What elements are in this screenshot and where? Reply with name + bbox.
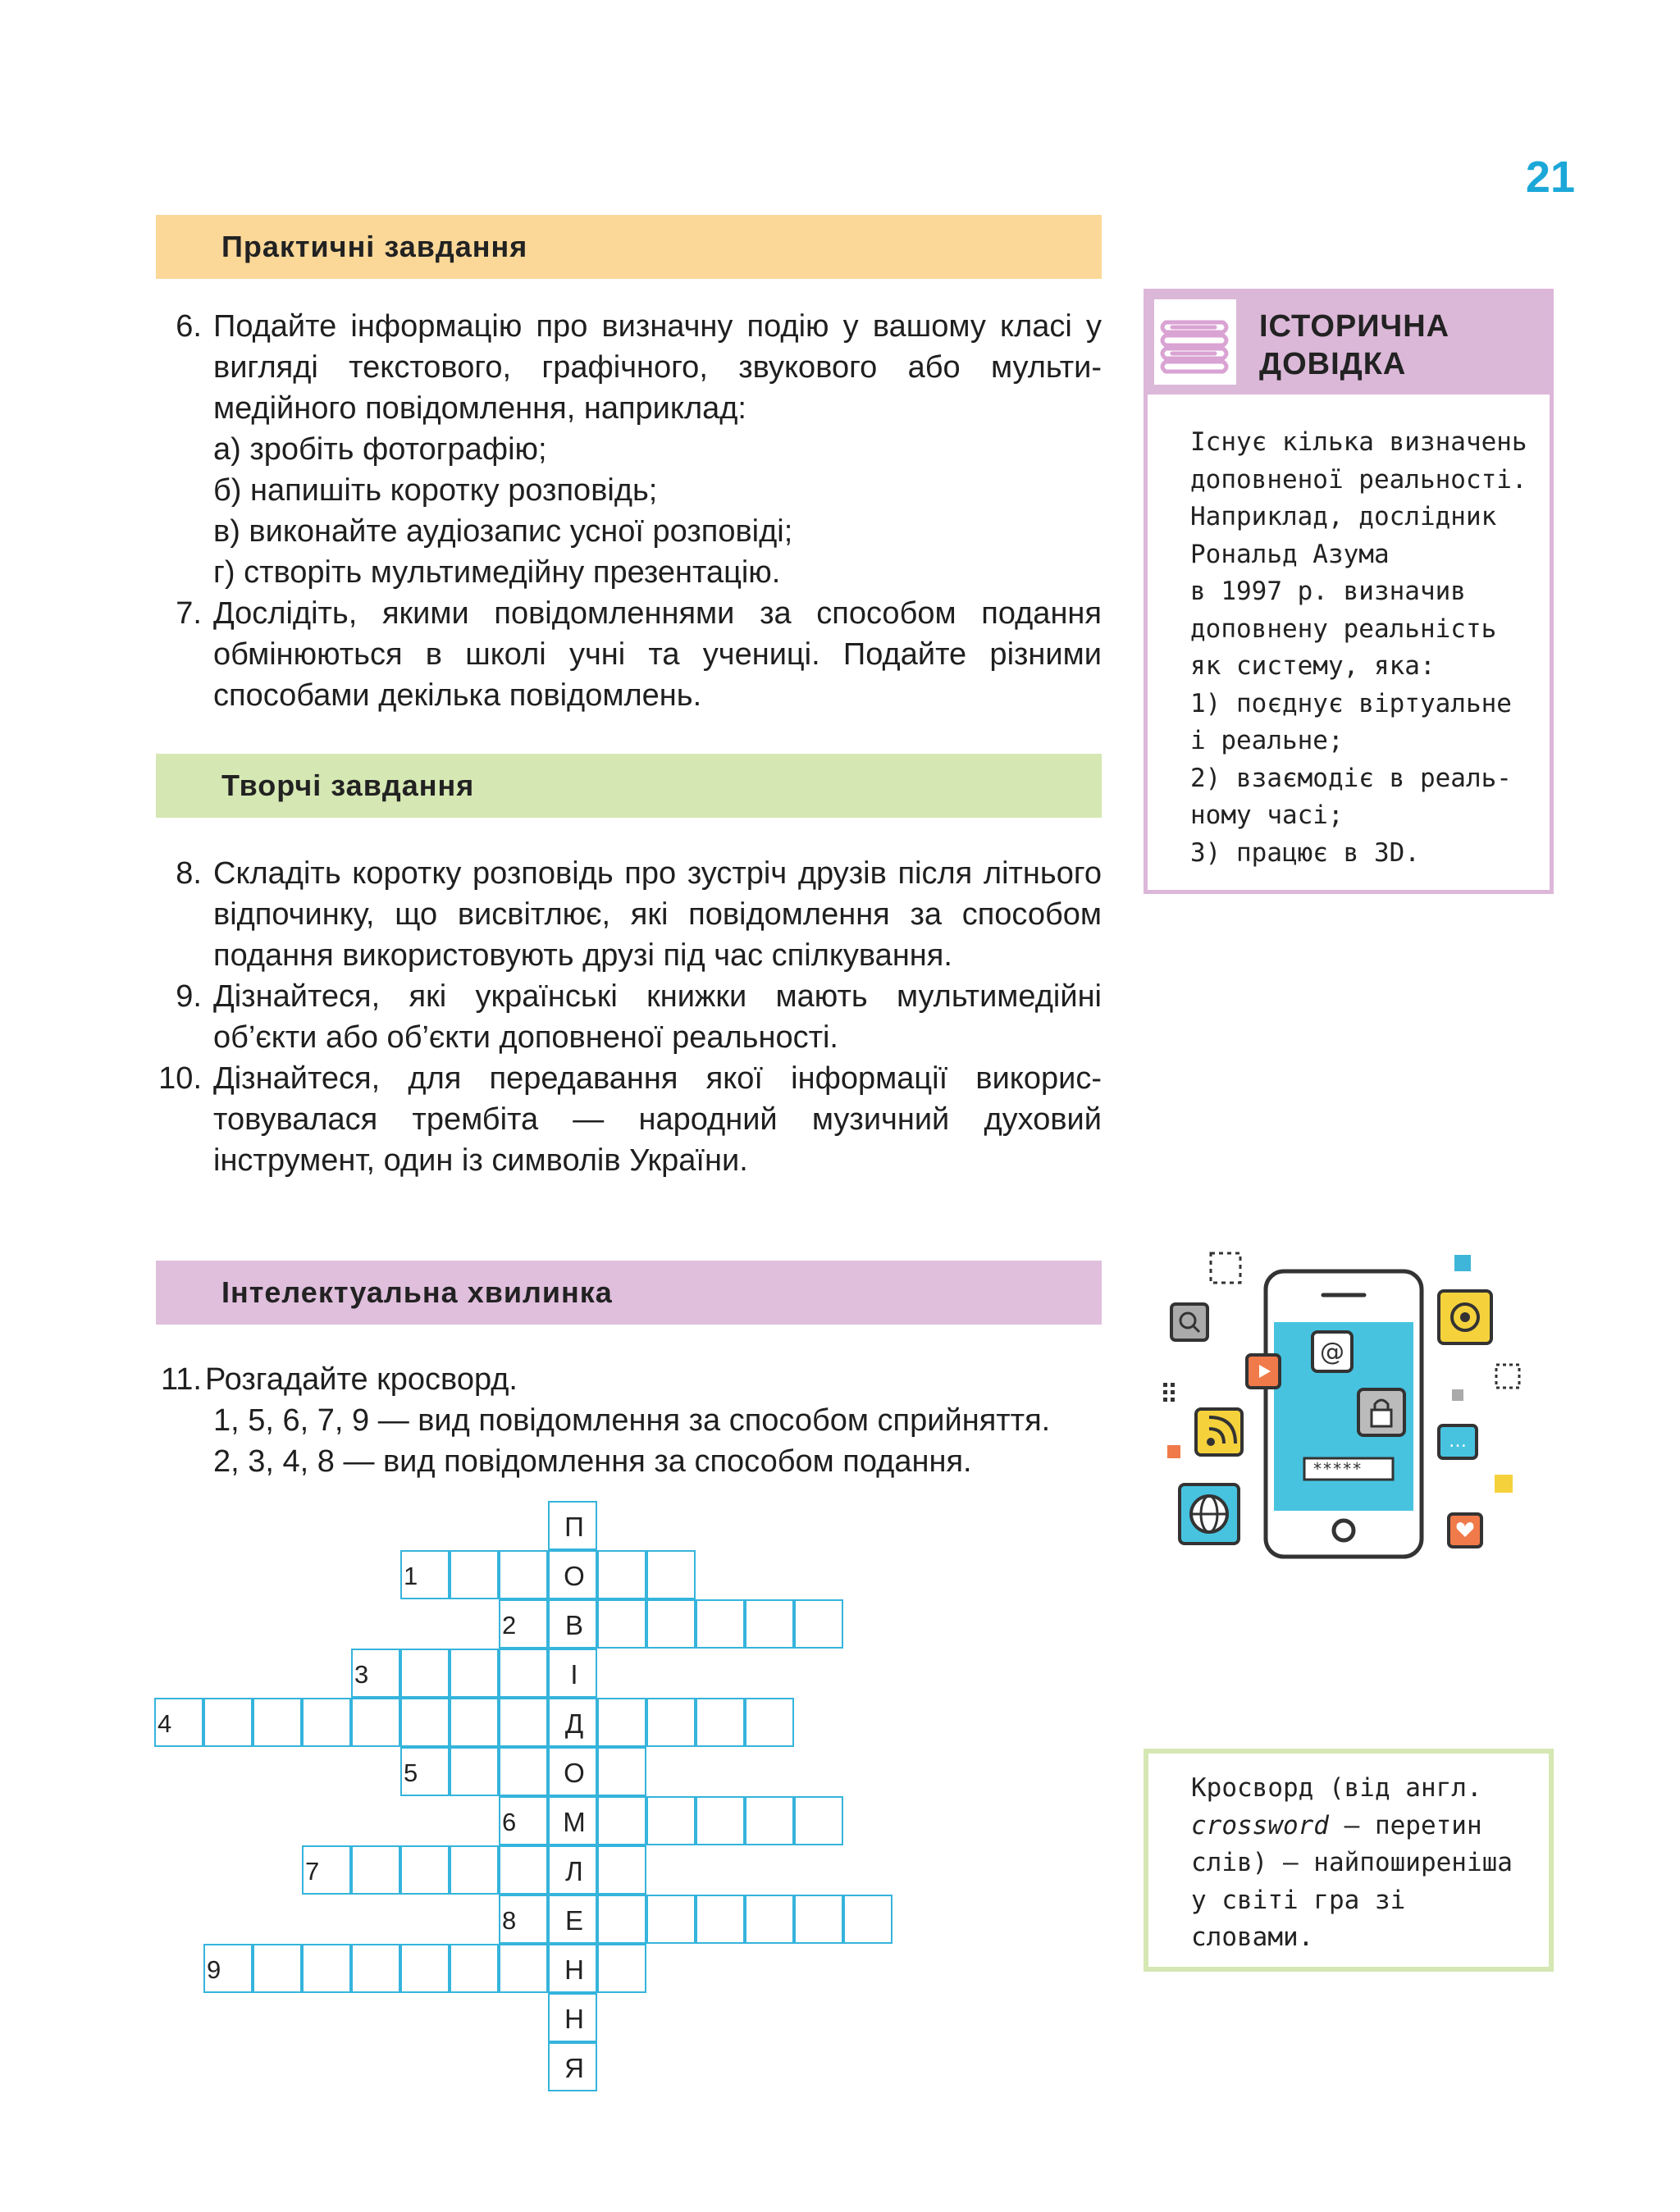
- crossword-key-cell: [548, 1944, 597, 1993]
- task-text: Подайте інформацію про визначну подію у вашому класі у вигляді текстового, графічного, звукового або мультимедійного повідомлення, наприклад:: [213, 309, 1102, 426]
- task-number: 11.: [160, 1362, 202, 1397]
- task-9: [156, 976, 1102, 1058]
- page-number: 21: [1525, 153, 1575, 202]
- crossword-key-letter: Н: [564, 2004, 584, 2034]
- svg-text:*****: *****: [1312, 1459, 1363, 1479]
- task-number: 7.: [176, 596, 202, 631]
- crossword-cell: [745, 1895, 794, 1944]
- task-number: 6.: [176, 309, 202, 344]
- task-line: 2, 3, 4, 8 — вид повідомлення за способом подання.: [213, 1444, 972, 1479]
- task-number: 10.: [158, 1061, 202, 1096]
- task-6: [156, 306, 1102, 593]
- crossword-key-letter: Е: [564, 1905, 583, 1936]
- practical-tasks: [156, 306, 1102, 716]
- crossword-cell: [597, 1796, 646, 1845]
- crossword-cell: [597, 1944, 646, 1993]
- crossword-cell: [400, 1845, 450, 1895]
- crossword-key-letter: І: [570, 1659, 578, 1690]
- crossword-cell: [597, 1698, 646, 1747]
- crossword-key-letter: О: [564, 1561, 585, 1591]
- crossword-key-letter: Н: [564, 1954, 584, 1985]
- crossword-cell: [450, 1747, 499, 1796]
- crossword-cell: [745, 1698, 794, 1747]
- crossword-key-cell: [548, 1599, 597, 1649]
- crossword-cell: [253, 1698, 302, 1747]
- task-text: Дізнайтеся, для передавання якої інформації використовувалася трембіта — народний музичний духовий інструмент, один із символів України.: [213, 1061, 1102, 1178]
- crossword-cell: [351, 1698, 400, 1747]
- definition-english-word: crossword: [1191, 1810, 1329, 1840]
- crossword-cell: [696, 1599, 745, 1649]
- task-item: б) напишіть коротку розповідь;: [213, 473, 658, 508]
- task-8: [156, 853, 1102, 976]
- crossword-key-cell: [548, 1501, 597, 1550]
- crossword-cell: [302, 1698, 351, 1747]
- crossword-cell: [499, 1649, 548, 1698]
- section-practical-header: Практичні завдання: [156, 215, 1102, 279]
- history-title: [1259, 308, 1449, 383]
- crossword-cell: [400, 1649, 450, 1698]
- crossword-cell: [499, 1944, 548, 1993]
- crossword-clue-number: 7: [305, 1857, 320, 1886]
- history-title-line: ДОВІДКА: [1259, 347, 1407, 381]
- crossword-definition-box: [1144, 1749, 1554, 1972]
- task-10: [156, 1058, 1102, 1181]
- definition-part: Кросворд (від англ.: [1191, 1773, 1482, 1803]
- crossword-cell: [696, 1895, 745, 1944]
- crossword-cell: [499, 1550, 548, 1599]
- crossword-key-cell: [548, 1993, 597, 2042]
- crossword-cell: [499, 1698, 548, 1747]
- svg-text:@: @: [1320, 1338, 1344, 1366]
- crossword-key-cell: [548, 1796, 597, 1845]
- crossword-clue-number: 9: [207, 1955, 221, 1984]
- crossword-key-cell: [548, 1895, 597, 1944]
- crossword-cell: [696, 1796, 745, 1845]
- crossword-cell: [499, 1747, 548, 1796]
- crossword-cell: [794, 1796, 843, 1845]
- crossword-key-letter: М: [563, 1807, 586, 1837]
- crossword-cell: [302, 1944, 351, 1993]
- crossword-cell: [646, 1550, 696, 1599]
- task-7: [156, 593, 1102, 716]
- history-title-line: ІСТОРИЧНА: [1259, 309, 1450, 344]
- task-text: Дізнайтеся, які українські книжки мають мультимедійні об’єкти або об’єкти доповненої реальності.: [213, 979, 1102, 1055]
- crossword-cell: [843, 1895, 892, 1944]
- crossword-cell: [351, 1845, 400, 1895]
- smartphone-illustration: [1163, 1248, 1524, 1560]
- crossword-cell: [400, 1698, 450, 1747]
- crossword-key-letter: Я: [564, 2053, 584, 2083]
- crossword-cell: [646, 1895, 696, 1944]
- crossword-cell: [794, 1895, 843, 1944]
- crossword-cell: [646, 1796, 696, 1845]
- task-number: 9.: [176, 979, 202, 1014]
- task-text: Розгадайте кросворд.: [205, 1362, 518, 1397]
- crossword-key-letter: Д: [564, 1708, 584, 1739]
- task-line: 1, 5, 6, 7, 9 — вид повідомлення за способом сприйняття.: [213, 1403, 1051, 1438]
- history-reference-box: [1144, 289, 1554, 894]
- crossword-key-cell: [548, 1845, 597, 1895]
- crossword-clue-number: 6: [502, 1808, 517, 1836]
- crossword-cell: [597, 1747, 646, 1796]
- task-text: Складіть коротку розповідь про зустріч друзів після літнього відпочинку, що висвітлює, які повідомлення за способом подання використовують друзі під час спілкування.: [213, 856, 1102, 973]
- crossword-definition-text: [1191, 1770, 1536, 1957]
- crossword-cell: [253, 1944, 302, 1993]
- section-creative-header: Творчі завдання: [156, 754, 1102, 818]
- crossword-cell: [646, 1698, 696, 1747]
- task-item: в) виконайте аудіозапис усної розповіді;: [213, 514, 793, 549]
- crossword-cell: [450, 1845, 499, 1895]
- crossword-clue-number: 5: [404, 1758, 418, 1787]
- definition-part: — перетин слів) — найпоширеніша у світі гра зі словами.: [1191, 1810, 1513, 1952]
- task-text: Дослідіть, якими повідомленнями за способом подання обмінюються в школі учні та учениці. Подайте різними способами декілька повідомлень.: [213, 596, 1102, 713]
- books-icon: [1154, 299, 1236, 385]
- crossword-cell: [597, 1845, 646, 1895]
- crossword-cell: [597, 1895, 646, 1944]
- crossword-clue-number: 2: [502, 1611, 517, 1640]
- crossword-key-cell: [548, 1649, 597, 1698]
- crossword-cell: [450, 1944, 499, 1993]
- crossword-key-cell: [548, 2042, 597, 2091]
- crossword-key-letter: В: [564, 1610, 583, 1640]
- crossword-cell: [450, 1649, 499, 1698]
- task-11: [156, 1359, 1102, 1482]
- crossword-key-letter: П: [564, 1512, 584, 1542]
- crossword-clue-number: 1: [404, 1562, 418, 1590]
- crossword-cell: [696, 1698, 745, 1747]
- crossword-cell: [203, 1698, 253, 1747]
- crossword-key-cell: [548, 1550, 597, 1599]
- svg-text:…: …: [1449, 1431, 1467, 1452]
- creative-tasks: [156, 853, 1102, 1181]
- section-intellectual-header: Інтелектуальна хвилинка: [156, 1261, 1102, 1325]
- history-text: Існує кілька визначень доповненої реальності. Наприклад, дослідник Рональд Азума в 1997 р. визначив доповнену реальність як систему, яка: 1) поєднує віртуальне і реальне; 2) взаємодіє в реаль- ному часі; 3) працює в 3D.: [1190, 427, 1527, 868]
- task-item: г) створіть мультимедійну презентацію.: [213, 555, 781, 590]
- crossword-key-cell: [548, 1698, 597, 1747]
- crossword-cell: [745, 1796, 794, 1845]
- crossword-cell: [450, 1550, 499, 1599]
- crossword-cell: [794, 1599, 843, 1649]
- crossword-cell: [646, 1599, 696, 1649]
- history-header: [1148, 293, 1550, 395]
- crossword-cell: [400, 1944, 450, 1993]
- crossword-cell: [450, 1698, 499, 1747]
- crossword-key-letter: Л: [565, 1856, 583, 1886]
- crossword-cell: [745, 1599, 794, 1649]
- crossword-cell: [499, 1845, 548, 1895]
- crossword-key-cell: [548, 1747, 597, 1796]
- crossword-clue-number: 4: [158, 1709, 172, 1738]
- crossword-key-letter: О: [564, 1758, 585, 1788]
- crossword-cell: [597, 1550, 646, 1599]
- crossword-cell: [351, 1944, 400, 1993]
- task-number: 8.: [176, 856, 202, 891]
- task-item: а) зробіть фотографію;: [213, 432, 547, 467]
- crossword-cell: [597, 1599, 646, 1649]
- crossword-clue-number: 3: [354, 1660, 369, 1689]
- crossword-clue-number: 8: [502, 1906, 517, 1935]
